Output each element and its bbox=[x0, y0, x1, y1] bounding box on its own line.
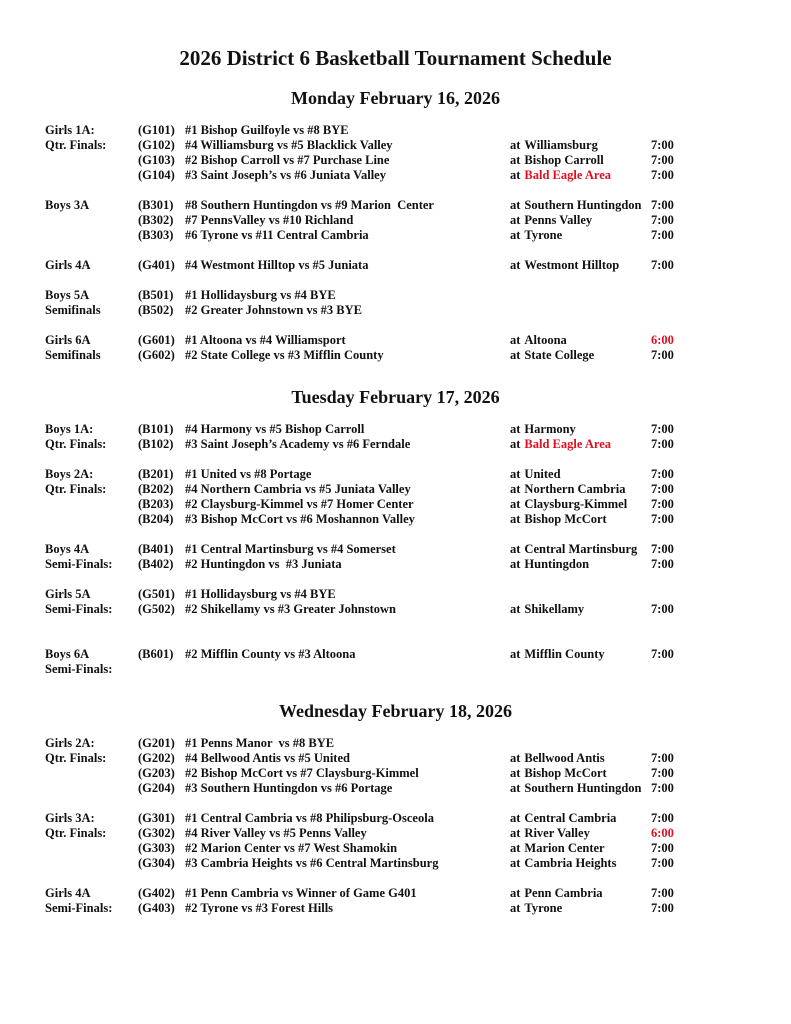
venue-location bbox=[510, 288, 651, 303]
venue-name: Bishop McCort bbox=[524, 512, 607, 526]
game-row bbox=[0, 497, 791, 512]
matchup-text: #1 Bishop Guilfoyle vs #8 BYE bbox=[185, 123, 349, 137]
venue-location bbox=[510, 557, 651, 572]
game-code: (G601) bbox=[138, 333, 175, 347]
game-row bbox=[0, 422, 791, 437]
category-label: Boys 4A bbox=[45, 542, 90, 556]
day-section bbox=[0, 387, 791, 677]
category-label: Boys 2A: bbox=[45, 467, 94, 481]
category-label: Boys 5A bbox=[45, 288, 90, 302]
at-label: at bbox=[510, 228, 521, 242]
venue-location bbox=[510, 901, 651, 916]
matchup-text: #1 Penn Cambria vs Winner of Game G401 bbox=[185, 886, 417, 900]
game-code: (G103) bbox=[138, 153, 175, 167]
venue-location bbox=[510, 602, 651, 617]
venue-name: Northern Cambria bbox=[524, 482, 626, 496]
game-time: 7:00 bbox=[651, 647, 674, 661]
game-code: (B402) bbox=[138, 557, 174, 571]
game-row bbox=[0, 841, 791, 856]
matchup-text: #3 Saint Joseph’s vs #6 Juniata Valley bbox=[185, 168, 386, 182]
category-label: Girls 3A: bbox=[45, 811, 95, 825]
matchup-text bbox=[185, 662, 510, 677]
game-row bbox=[0, 512, 791, 527]
game-time: 7:00 bbox=[651, 497, 674, 511]
venue-location bbox=[510, 123, 651, 138]
bracket-group bbox=[0, 258, 791, 273]
venue-name: Central Martinsburg bbox=[524, 542, 638, 556]
game-row bbox=[0, 168, 791, 183]
venue-location bbox=[510, 781, 651, 796]
game-row bbox=[0, 198, 791, 213]
matchup-text: #3 Saint Joseph’s Academy vs #6 Ferndale bbox=[185, 437, 411, 451]
game-time bbox=[651, 736, 696, 751]
game-time bbox=[651, 288, 696, 303]
game-code: (B301) bbox=[138, 198, 174, 212]
game-time: 7:00 bbox=[651, 766, 674, 780]
game-row bbox=[0, 736, 791, 751]
category-label: Boys 3A bbox=[45, 198, 90, 212]
game-row bbox=[0, 781, 791, 796]
game-code: (G203) bbox=[138, 766, 175, 780]
game-row bbox=[0, 886, 791, 901]
game-code: (G101) bbox=[138, 123, 175, 137]
category-label: Semi-Finals: bbox=[45, 557, 113, 571]
at-label: at bbox=[510, 482, 521, 496]
venue-location bbox=[510, 482, 651, 497]
game-code: (G304) bbox=[138, 856, 175, 870]
game-code: (G204) bbox=[138, 781, 175, 795]
at-label: at bbox=[510, 198, 521, 212]
category-label: Qtr. Finals: bbox=[45, 826, 107, 840]
category-label bbox=[45, 781, 138, 796]
at-label: at bbox=[510, 811, 521, 825]
game-row bbox=[0, 587, 791, 602]
game-time bbox=[651, 123, 696, 138]
game-code: (B101) bbox=[138, 422, 174, 436]
bracket-group bbox=[0, 542, 791, 572]
matchup-text: #3 Southern Huntingdon vs #6 Portage bbox=[185, 781, 393, 795]
day-groups bbox=[0, 422, 791, 677]
venue-location bbox=[510, 587, 651, 602]
venue-name: Tyrone bbox=[524, 228, 563, 242]
at-label: at bbox=[510, 437, 521, 451]
matchup-text: #2 Greater Johnstown vs #3 BYE bbox=[185, 303, 362, 317]
game-code: (B401) bbox=[138, 542, 174, 556]
venue-location bbox=[510, 841, 651, 856]
venue-location bbox=[510, 333, 651, 348]
category-label: Semifinals bbox=[45, 348, 101, 362]
game-time: 7:00 bbox=[651, 542, 674, 556]
game-row bbox=[0, 333, 791, 348]
category-label: Girls 6A bbox=[45, 333, 91, 347]
at-label: at bbox=[510, 333, 521, 347]
game-row bbox=[0, 901, 791, 916]
venue-location bbox=[510, 303, 651, 318]
game-row bbox=[0, 602, 791, 617]
game-time: 6:00 bbox=[651, 333, 674, 347]
bracket-group bbox=[0, 467, 791, 527]
venue-name: River Valley bbox=[524, 826, 590, 840]
game-code: (G302) bbox=[138, 826, 175, 840]
venue-location bbox=[510, 542, 651, 557]
game-row bbox=[0, 258, 791, 273]
game-time: 6:00 bbox=[651, 826, 674, 840]
category-label: Semifinals bbox=[45, 303, 101, 317]
game-time bbox=[651, 662, 696, 677]
game-time: 7:00 bbox=[651, 168, 674, 182]
at-label: at bbox=[510, 512, 521, 526]
bracket-group bbox=[0, 288, 791, 318]
day-header: Monday February 16, 2026 bbox=[291, 88, 500, 108]
matchup-text: #1 Hollidaysburg vs #4 BYE bbox=[185, 288, 336, 302]
game-code: (B302) bbox=[138, 213, 174, 227]
matchup-text: #1 Penns Manor vs #8 BYE bbox=[185, 736, 335, 750]
bracket-group bbox=[0, 123, 791, 183]
venue-name: Bishop McCort bbox=[524, 766, 607, 780]
category-label: Qtr. Finals: bbox=[45, 437, 107, 451]
game-time: 7:00 bbox=[651, 258, 674, 272]
venue-name: Penns Valley bbox=[524, 213, 593, 227]
game-code: (G202) bbox=[138, 751, 175, 765]
game-code: (B601) bbox=[138, 647, 174, 661]
game-time: 7:00 bbox=[651, 841, 674, 855]
game-time bbox=[651, 587, 696, 602]
category-label bbox=[45, 168, 138, 183]
game-time: 7:00 bbox=[651, 602, 674, 616]
category-label bbox=[45, 213, 138, 228]
game-row bbox=[0, 153, 791, 168]
venue-location bbox=[510, 497, 651, 512]
category-label bbox=[45, 153, 138, 168]
game-code: (G502) bbox=[138, 602, 175, 616]
page-title: 2026 District 6 Basketball Tournament Schedule bbox=[179, 46, 612, 70]
game-time: 7:00 bbox=[651, 228, 674, 242]
game-row bbox=[0, 303, 791, 318]
game-time: 7:00 bbox=[651, 467, 674, 481]
bracket-group bbox=[0, 333, 791, 363]
at-label: at bbox=[510, 497, 521, 511]
game-time: 7:00 bbox=[651, 901, 674, 915]
game-row bbox=[0, 482, 791, 497]
venue-name: Altoona bbox=[524, 333, 567, 347]
venue-location bbox=[510, 736, 651, 751]
venue-name: Huntingdon bbox=[524, 557, 590, 571]
game-code: (G403) bbox=[138, 901, 175, 915]
venue-name: United bbox=[524, 467, 561, 481]
day-section bbox=[0, 701, 791, 916]
game-code: (G201) bbox=[138, 736, 175, 750]
game-time: 7:00 bbox=[651, 482, 674, 496]
matchup-text: #6 Tyrone vs #11 Central Cambria bbox=[185, 228, 369, 242]
bracket-group bbox=[0, 886, 791, 916]
venue-location bbox=[510, 826, 651, 841]
venue-location bbox=[510, 662, 651, 677]
matchup-text: #4 Westmont Hilltop vs #5 Juniata bbox=[185, 258, 369, 272]
at-label: at bbox=[510, 348, 521, 362]
at-label: at bbox=[510, 826, 521, 840]
game-time: 7:00 bbox=[651, 198, 674, 212]
game-code: (B204) bbox=[138, 512, 174, 526]
game-code: (B303) bbox=[138, 228, 174, 242]
at-label: at bbox=[510, 886, 521, 900]
at-label: at bbox=[510, 766, 521, 780]
venue-location bbox=[510, 258, 651, 273]
venue-location bbox=[510, 647, 651, 662]
venue-location bbox=[510, 766, 651, 781]
game-code: (B201) bbox=[138, 467, 174, 481]
game-row bbox=[0, 751, 791, 766]
category-label bbox=[45, 766, 138, 781]
venue-name: Bald Eagle Area bbox=[524, 437, 612, 451]
game-code: (G402) bbox=[138, 886, 175, 900]
category-label bbox=[45, 856, 138, 871]
game-code: (B501) bbox=[138, 288, 174, 302]
game-time: 7:00 bbox=[651, 153, 674, 167]
game-time: 7:00 bbox=[651, 557, 674, 571]
category-label: Girls 2A: bbox=[45, 736, 95, 750]
matchup-text: #1 Central Cambria vs #8 Philipsburg-Osceola bbox=[185, 811, 434, 825]
category-label: Semi-Finals: bbox=[45, 602, 113, 616]
matchup-text: #3 Cambria Heights vs #6 Central Martinsburg bbox=[185, 856, 439, 870]
at-label: at bbox=[510, 153, 521, 167]
category-label: Qtr. Finals: bbox=[45, 751, 107, 765]
venue-location bbox=[510, 467, 651, 482]
venue-location bbox=[510, 751, 651, 766]
venue-location bbox=[510, 153, 651, 168]
game-time: 7:00 bbox=[651, 512, 674, 526]
game-time: 7:00 bbox=[651, 856, 674, 870]
venue-location bbox=[510, 213, 651, 228]
bracket-group bbox=[0, 736, 791, 796]
game-row bbox=[0, 766, 791, 781]
at-label: at bbox=[510, 422, 521, 436]
category-label: Girls 4A bbox=[45, 886, 91, 900]
category-label: Girls 4A bbox=[45, 258, 91, 272]
venue-name: Central Cambria bbox=[524, 811, 617, 825]
matchup-text: #2 Bishop McCort vs #7 Claysburg-Kimmel bbox=[185, 766, 419, 780]
venue-name: Bellwood Antis bbox=[524, 751, 605, 765]
matchup-text: #4 Harmony vs #5 Bishop Carroll bbox=[185, 422, 365, 436]
game-row bbox=[0, 228, 791, 243]
category-label: Qtr. Finals: bbox=[45, 138, 107, 152]
matchup-text: #2 Huntingdon vs #3 Juniata bbox=[185, 557, 342, 571]
venue-name: State College bbox=[524, 348, 595, 362]
venue-name: Bishop Carroll bbox=[524, 153, 604, 167]
matchup-text: #1 Altoona vs #4 Williamsport bbox=[185, 333, 346, 347]
at-label: at bbox=[510, 258, 521, 272]
bracket-group bbox=[0, 811, 791, 871]
game-time: 7:00 bbox=[651, 886, 674, 900]
at-label: at bbox=[510, 213, 521, 227]
game-row bbox=[0, 662, 791, 677]
days-container bbox=[0, 88, 791, 916]
category-label bbox=[45, 841, 138, 856]
venue-name: Southern Huntingdon bbox=[524, 781, 642, 795]
game-code: (B102) bbox=[138, 437, 174, 451]
at-label: at bbox=[510, 557, 521, 571]
venue-name: Mifflin County bbox=[524, 647, 605, 661]
matchup-text: #2 State College vs #3 Mifflin County bbox=[185, 348, 384, 362]
game-time: 7:00 bbox=[651, 348, 674, 362]
game-time bbox=[651, 303, 696, 318]
category-label bbox=[45, 497, 138, 512]
game-code: (G602) bbox=[138, 348, 175, 362]
game-row bbox=[0, 348, 791, 363]
matchup-text: #1 Central Martinsburg vs #4 Somerset bbox=[185, 542, 396, 556]
game-time: 7:00 bbox=[651, 437, 674, 451]
game-row bbox=[0, 123, 791, 138]
game-time: 7:00 bbox=[651, 751, 674, 765]
venue-location bbox=[510, 198, 651, 213]
game-time: 7:00 bbox=[651, 422, 674, 436]
venue-name: Bald Eagle Area bbox=[524, 168, 612, 182]
game-code: (B502) bbox=[138, 303, 174, 317]
matchup-text: #7 PennsValley vs #10 Richland bbox=[185, 213, 354, 227]
matchup-text: #1 United vs #8 Portage bbox=[185, 467, 312, 481]
venue-name: Marion Center bbox=[524, 841, 605, 855]
bracket-group bbox=[0, 647, 791, 677]
category-label: Qtr. Finals: bbox=[45, 482, 107, 496]
game-time: 7:00 bbox=[651, 781, 674, 795]
matchup-text: #2 Claysburg-Kimmel vs #7 Homer Center bbox=[185, 497, 414, 511]
category-label: Girls 1A: bbox=[45, 123, 95, 137]
venue-location bbox=[510, 422, 651, 437]
category-label: Semi-Finals: bbox=[45, 901, 113, 915]
game-code: (G301) bbox=[138, 811, 175, 825]
game-row bbox=[0, 213, 791, 228]
at-label: at bbox=[510, 751, 521, 765]
game-code bbox=[138, 662, 185, 677]
matchup-text: #2 Bishop Carroll vs #7 Purchase Line bbox=[185, 153, 390, 167]
game-time: 7:00 bbox=[651, 213, 674, 227]
matchup-text: #1 Hollidaysburg vs #4 BYE bbox=[185, 587, 336, 601]
matchup-text: #8 Southern Huntingdon vs #9 Marion Center bbox=[185, 198, 434, 212]
category-label: Semi-Finals: bbox=[45, 662, 113, 676]
matchup-text: #2 Tyrone vs #3 Forest Hills bbox=[185, 901, 334, 915]
game-row bbox=[0, 811, 791, 826]
game-code: (G104) bbox=[138, 168, 175, 182]
at-label: at bbox=[510, 467, 521, 481]
day-header: Wednesday February 18, 2026 bbox=[278, 701, 512, 721]
venue-name: Penn Cambria bbox=[524, 886, 603, 900]
venue-name: Claysburg-Kimmel bbox=[524, 497, 628, 511]
bracket-group bbox=[0, 422, 791, 452]
game-row bbox=[0, 288, 791, 303]
game-row bbox=[0, 647, 791, 662]
matchup-text: #2 Mifflin County vs #3 Altoona bbox=[185, 647, 356, 661]
venue-location bbox=[510, 886, 651, 901]
matchup-text: #4 Williamsburg vs #5 Blacklick Valley bbox=[185, 138, 393, 152]
venue-name: Williamsburg bbox=[524, 138, 598, 152]
game-code: (B202) bbox=[138, 482, 174, 496]
game-time: 7:00 bbox=[651, 138, 674, 152]
venue-location bbox=[510, 228, 651, 243]
venue-name: Harmony bbox=[524, 422, 576, 436]
game-row bbox=[0, 467, 791, 482]
bracket-group bbox=[0, 198, 791, 243]
game-row bbox=[0, 138, 791, 153]
at-label: at bbox=[510, 781, 521, 795]
venue-name: Shikellamy bbox=[524, 602, 585, 616]
game-row bbox=[0, 856, 791, 871]
venue-name: Southern Huntingdon bbox=[524, 198, 642, 212]
venue-location bbox=[510, 856, 651, 871]
game-code: (B203) bbox=[138, 497, 174, 511]
day-header: Tuesday February 17, 2026 bbox=[291, 387, 500, 407]
venue-location bbox=[510, 811, 651, 826]
game-code: (G401) bbox=[138, 258, 175, 272]
matchup-text: #2 Shikellamy vs #3 Greater Johnstown bbox=[185, 602, 397, 616]
game-code: (G102) bbox=[138, 138, 175, 152]
at-label: at bbox=[510, 168, 521, 182]
game-row bbox=[0, 826, 791, 841]
category-label bbox=[45, 512, 138, 527]
venue-location bbox=[510, 168, 651, 183]
at-label: at bbox=[510, 647, 521, 661]
category-label: Boys 1A: bbox=[45, 422, 94, 436]
matchup-text: #4 Bellwood Antis vs #5 United bbox=[185, 751, 350, 765]
venue-location bbox=[510, 437, 651, 452]
matchup-text: #2 Marion Center vs #7 West Shamokin bbox=[185, 841, 398, 855]
matchup-text: #4 River Valley vs #5 Penns Valley bbox=[185, 826, 367, 840]
at-label: at bbox=[510, 602, 521, 616]
at-label: at bbox=[510, 138, 521, 152]
day-section bbox=[0, 88, 791, 363]
game-code: (G303) bbox=[138, 841, 175, 855]
category-label bbox=[45, 228, 138, 243]
at-label: at bbox=[510, 901, 521, 915]
venue-name: Westmont Hilltop bbox=[524, 258, 620, 272]
at-label: at bbox=[510, 856, 521, 870]
venue-name: Tyrone bbox=[524, 901, 563, 915]
venue-location bbox=[510, 348, 651, 363]
venue-location bbox=[510, 512, 651, 527]
game-row bbox=[0, 557, 791, 572]
game-code: (G501) bbox=[138, 587, 175, 601]
at-label: at bbox=[510, 841, 521, 855]
venue-location bbox=[510, 138, 651, 153]
game-time: 7:00 bbox=[651, 811, 674, 825]
matchup-text: #4 Northern Cambria vs #5 Juniata Valley bbox=[185, 482, 411, 496]
at-label: at bbox=[510, 542, 521, 556]
venue-name: Cambria Heights bbox=[524, 856, 617, 870]
category-label: Girls 5A bbox=[45, 587, 91, 601]
game-row bbox=[0, 437, 791, 452]
matchup-text: #3 Bishop McCort vs #6 Moshannon Valley bbox=[185, 512, 415, 526]
day-groups bbox=[0, 123, 791, 363]
bracket-group bbox=[0, 587, 791, 617]
game-row bbox=[0, 542, 791, 557]
category-label: Boys 6A bbox=[45, 647, 90, 661]
day-groups bbox=[0, 736, 791, 916]
